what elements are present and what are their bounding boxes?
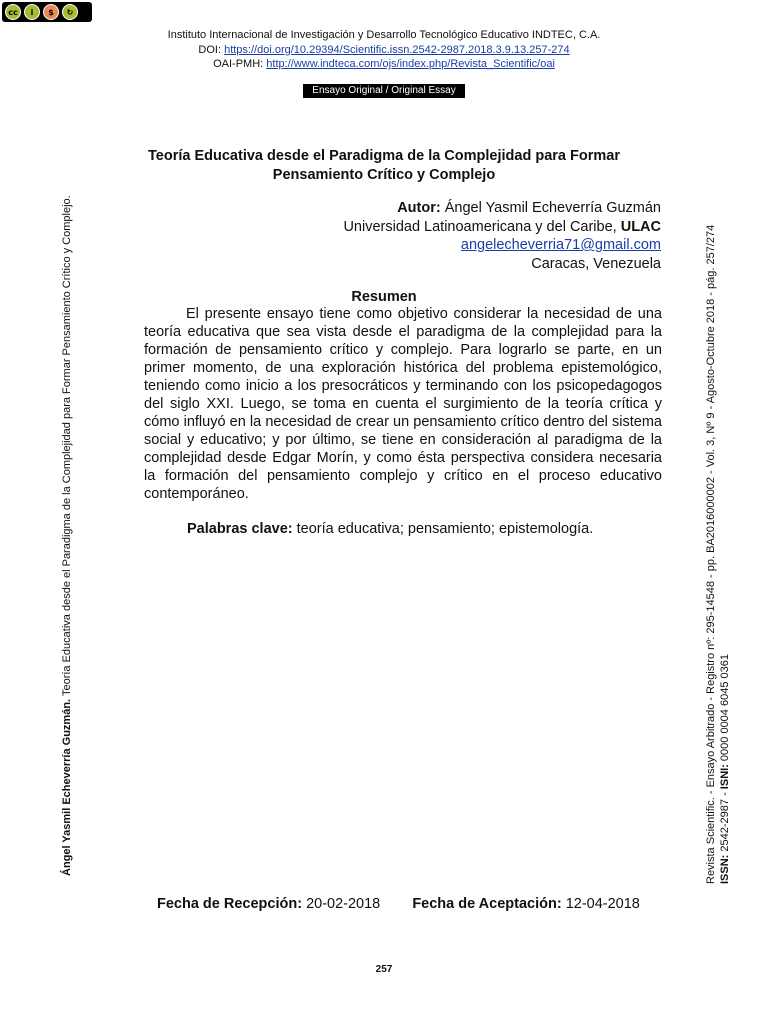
author-name: Ángel Yasmil Echeverría Guzmán <box>444 200 661 216</box>
sa-icon: ↻ <box>62 4 78 20</box>
accepted-label: Fecha de Aceptación: <box>412 896 562 912</box>
oai-link[interactable]: http://www.indteca.com/ojs/index.php/Revista_Scientific/oai <box>266 58 555 70</box>
doi-link[interactable]: https://doi.org/10.29394/Scientific.issn.2542-2987.2018.3.9.13.257-274 <box>224 43 570 56</box>
doi-line <box>0 43 768 58</box>
received-label: Fecha de Recepción: <box>157 896 303 912</box>
left-margin-citation <box>60 195 74 876</box>
left-margin-author: Ángel Yasmil Echeverría Guzmán. <box>61 698 73 876</box>
accepted-date: 12-04-2018 <box>565 896 640 912</box>
oai-label: OAI-PMH: <box>213 58 264 70</box>
isni-label: ISNI: <box>719 764 731 790</box>
paper-title <box>130 147 638 184</box>
author-email-link[interactable]: angelecheverria71@gmail.com <box>460 237 661 253</box>
doi-label: DOI: <box>198 43 222 56</box>
received-date: 20-02-2018 <box>306 896 381 912</box>
abstract-text: El presente ensayo tiene como objetivo considerar la necesidad de una teoría educativa que sea vista desde el paradigma de la complejidad para la formación de pensamiento crítico y complejo. Para lograrlo se parte, en un primer momento, de una exploración histórica del problema epistemológico, teniendo como inicio a los presocráticos y terminando con los psicopedagogos del siglo XXI. Luego, se toma en cuenta el surgimiento de la teoría crítica y cómo influyó en la necesidad de crear un pensamiento crítico dentro del sistema social y educativo; y por último, se tiene en consideración al paradigma de la complejidad desde Edgar Morín, y como ésta perspectiva considera necesaria la formación del pensamiento complejo y crítico en el proceso educativo contemporáneo. <box>144 306 662 502</box>
issn-value: 2542-2987 - <box>719 792 731 852</box>
left-margin-title: Teoría Educativa desde el Paradigma de la Complejidad para Formar Pensamiento Crítico y Complejo. <box>61 195 73 697</box>
oai-line <box>0 57 768 72</box>
university-line <box>343 218 661 237</box>
right-margin-line-1: Revista Scientific. - Ensayo Arbitrado - Registro nº: 295-14548 - pp. BA2016000002 - Vol. 3, Nº 9 - Agosto-Octubre 2018 - pág. 257/274 <box>705 224 717 884</box>
journal-header <box>0 28 768 72</box>
nc-icon: $ <box>43 4 59 20</box>
university-abbr: ULAC <box>620 218 661 235</box>
author-line <box>343 199 661 218</box>
author-block <box>343 199 661 273</box>
keywords-text: teoría educativa; pensamiento; epistemología. <box>296 521 594 537</box>
page-number: 257 <box>375 964 393 975</box>
by-icon: i <box>24 4 40 20</box>
title-line-2: Pensamiento Crítico y Complejo <box>272 166 496 183</box>
right-margin-line-2 <box>718 225 732 884</box>
title-line-1: Teoría Educativa desde el Paradigma de la Complejidad para Formar <box>148 148 620 164</box>
keywords-label: Palabras clave: <box>187 521 293 537</box>
essay-type-badge: Ensayo Original / Original Essay <box>303 84 465 98</box>
cc-icon: cc <box>5 4 21 20</box>
institution-line: Instituto Internacional de Investigación y Desarrollo Tecnológico Educativo INDTEC, C.A. <box>167 29 601 41</box>
keywords-line <box>187 521 593 537</box>
abstract-heading: Resumen <box>351 289 417 305</box>
dates-line <box>157 896 640 912</box>
isni-value: 0000 0004 6045 0361 <box>719 654 731 762</box>
cc-license-badge <box>2 2 92 22</box>
author-location: Caracas, Venezuela <box>531 255 661 272</box>
university-name: Universidad Latinoamericana y del Caribe, <box>343 218 617 235</box>
issn-label: ISSN: <box>719 854 731 884</box>
author-label: Autor: <box>397 200 441 216</box>
right-margin-journal-info <box>704 225 732 884</box>
